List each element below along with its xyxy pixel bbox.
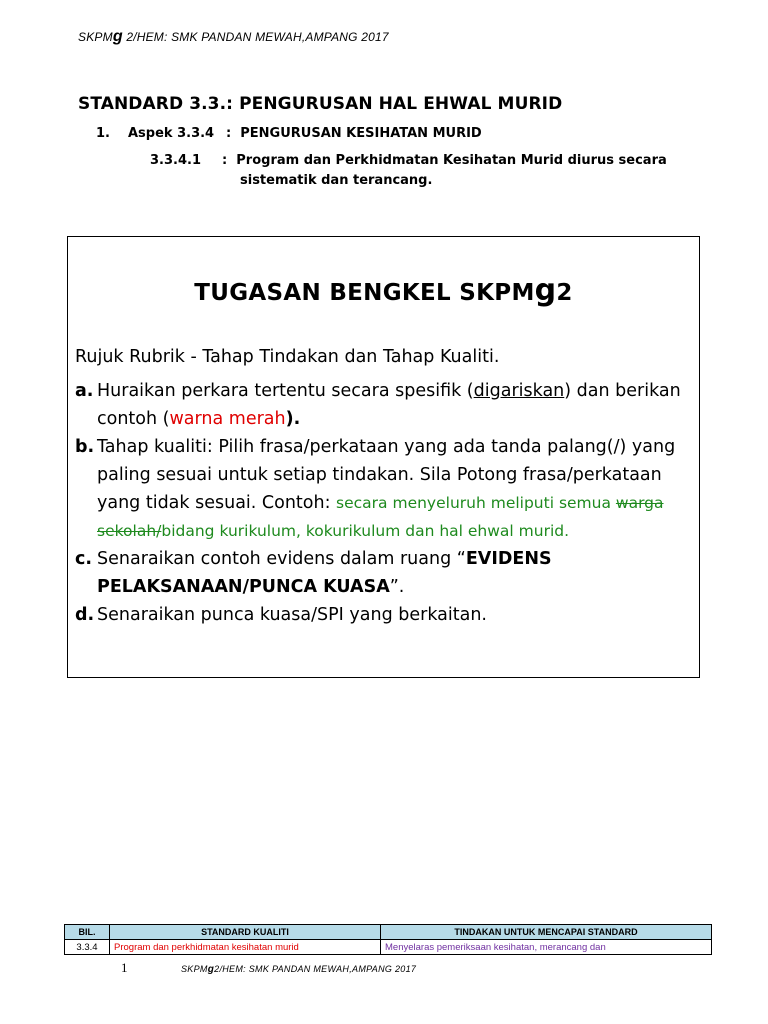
aspek-number: 1. bbox=[96, 126, 110, 141]
letter-c: c. bbox=[75, 549, 93, 569]
footer-text-rest: 2/HEM: SMK PANDAN MEWAH,AMPANG 2017 bbox=[214, 964, 417, 974]
instruction-c bbox=[75, 545, 693, 601]
task-box bbox=[67, 236, 700, 678]
title-suffix: 2 bbox=[556, 280, 573, 306]
cell-tindakan: Menyelaras pemeriksaan kesihatan, merancang dan bbox=[381, 940, 712, 955]
a-text: Huraikan perkara tertentu secara spesifik ( bbox=[97, 381, 474, 401]
cell-standard: Program dan perkhidmatan kesihatan murid bbox=[110, 940, 381, 955]
col-bil: BIL. bbox=[65, 925, 110, 940]
c-text: Senaraikan contoh evidens dalam ruang “ bbox=[97, 549, 466, 569]
standard-table bbox=[64, 924, 712, 955]
page-number: 1 bbox=[121, 960, 128, 975]
letter-b: b. bbox=[75, 437, 95, 457]
sub-standard bbox=[150, 151, 667, 191]
b-green1: secara menyeluruh meliputi semua bbox=[336, 494, 616, 512]
table-row bbox=[65, 940, 712, 955]
c-text2: ”. bbox=[389, 577, 405, 597]
letter-a: a. bbox=[75, 381, 94, 401]
c-bold: EVIDENS PELAKSANAAN/PUNCA KUASA bbox=[97, 549, 552, 597]
title-g: g bbox=[534, 273, 557, 308]
header-text-rest: 2/HEM: SMK PANDAN MEWAH,AMPANG 2017 bbox=[122, 30, 389, 44]
page-footer bbox=[181, 964, 416, 975]
standard-title: STANDARD 3.3.: PENGURUSAN HAL EHWAL MURID bbox=[78, 94, 563, 114]
header-g: g bbox=[112, 28, 123, 45]
letter-d: d. bbox=[75, 605, 95, 625]
b-strike: warga sekolah/ bbox=[97, 494, 664, 540]
aspek-line bbox=[96, 126, 482, 141]
a-text2: ) dan berikan contoh ( bbox=[97, 381, 681, 429]
aspek-label: Aspek 3.3.4 bbox=[128, 126, 215, 141]
task-box-title bbox=[68, 273, 699, 308]
aspek-separator: : bbox=[226, 126, 232, 141]
footer-g: g bbox=[207, 964, 215, 975]
instruction-b bbox=[75, 433, 693, 545]
d-text: Senaraikan punca kuasa/SPI yang berkaitan. bbox=[97, 605, 487, 625]
sub-code: 3.3.4.1 bbox=[150, 153, 201, 168]
sub-separator: : bbox=[222, 153, 228, 168]
footer-text: SKPM bbox=[181, 964, 208, 974]
aspek-text: PENGURUSAN KESIHATAN MURID bbox=[240, 126, 482, 141]
table-header-row bbox=[65, 925, 712, 940]
instruction-a bbox=[75, 377, 693, 433]
page-header bbox=[78, 28, 389, 46]
title-text: TUGASAN BENGKEL SKPM bbox=[194, 280, 535, 306]
col-standard-kualiti: STANDARD KUALITI bbox=[110, 925, 381, 940]
header-text: SKPM bbox=[78, 30, 113, 44]
sub-text-line1: Program dan Perkhidmatan Kesihatan Murid diurus secara bbox=[236, 153, 667, 168]
col-tindakan: TINDAKAN UNTUK MENCAPAI STANDARD bbox=[381, 925, 712, 940]
sub-text-line2: sistematik dan terancang. bbox=[240, 173, 433, 188]
intro-line: Rujuk Rubrik - Tahap Tindakan dan Tahap Kualiti. bbox=[75, 347, 500, 367]
a-text3: ). bbox=[285, 409, 301, 429]
b-green2: bidang kurikulum, kokurikulum dan hal ehwal murid. bbox=[161, 522, 570, 540]
a-red: warna merah bbox=[169, 409, 286, 429]
b-text: Tahap kualiti: Pilih frasa/perkataan yang ada tanda palang(/) yang paling sesuai untuk setiap tindakan. Sila Potong frasa/perkataan yang tidak sesuai. Contoh: bbox=[97, 437, 676, 513]
instruction-d bbox=[75, 601, 693, 629]
task-instructions bbox=[75, 343, 693, 629]
a-underlined: digariskan bbox=[473, 381, 565, 401]
cell-bil: 3.3.4 bbox=[65, 940, 110, 955]
